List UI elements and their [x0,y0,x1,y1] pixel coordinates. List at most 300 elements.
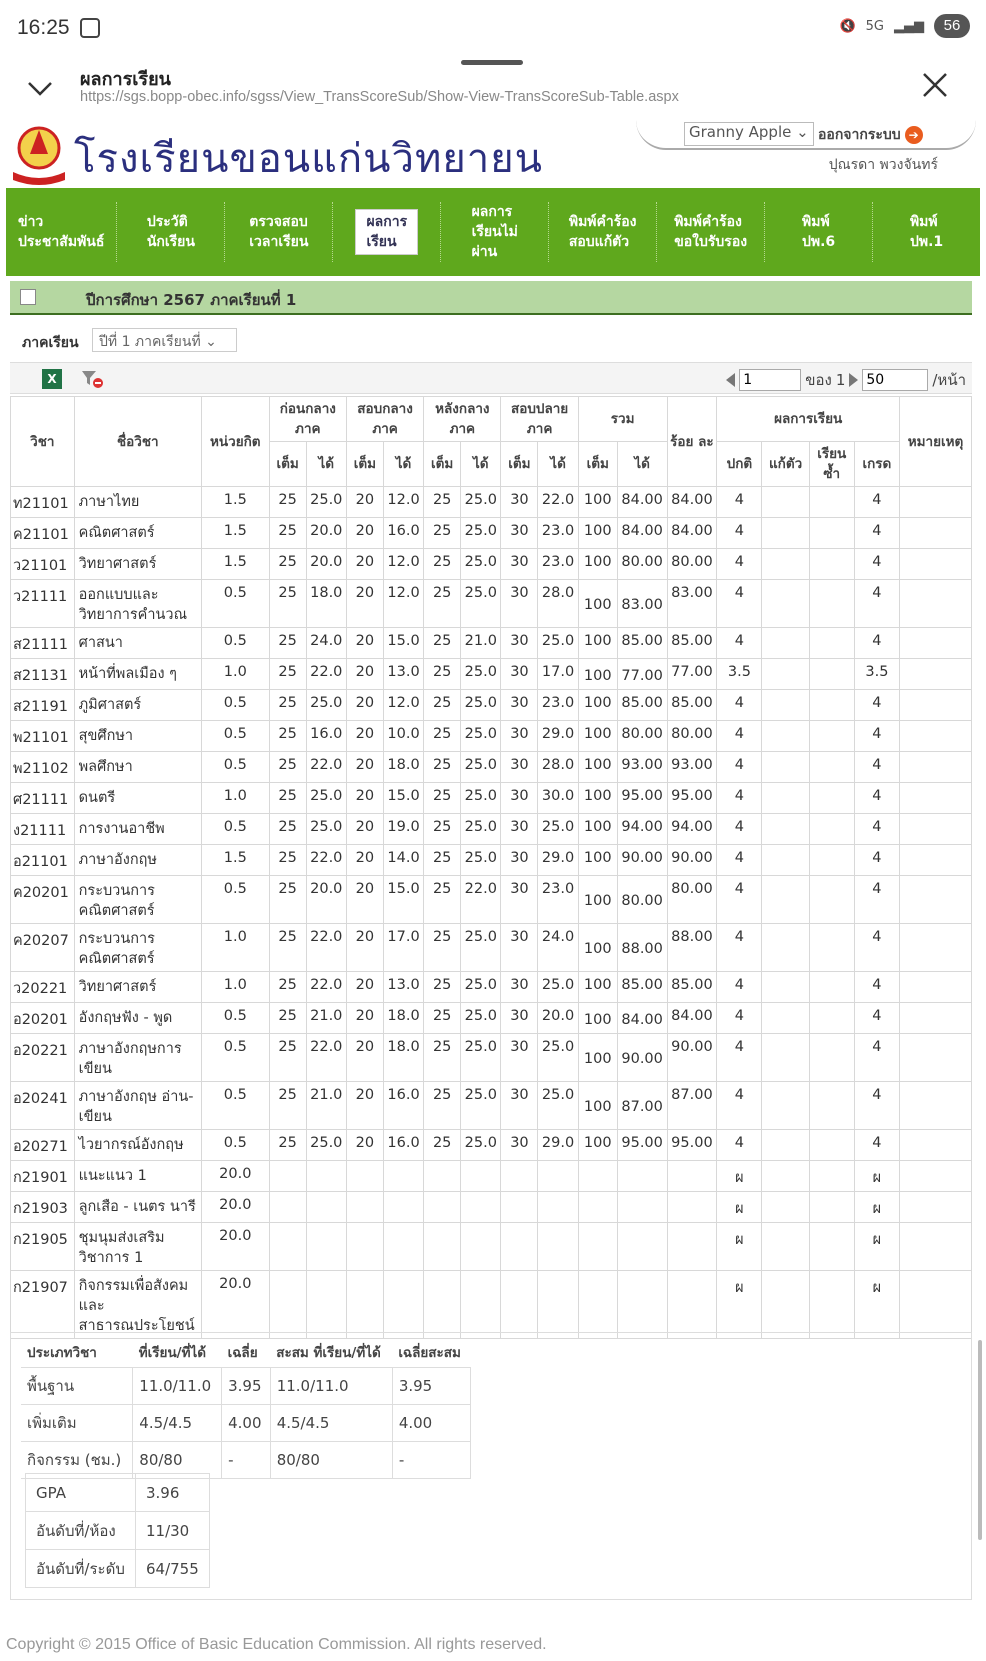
table-cell [762,752,809,783]
table-cell [900,752,972,783]
table-cell: 25 [269,1034,306,1082]
menu-item-attendance[interactable]: ตรวจสอบ เวลาเรียน [225,202,333,262]
table-cell [501,1271,538,1339]
col-full: เต็ม [424,442,461,487]
table-cell: 0.5 [201,1082,269,1130]
table-cell: 25.0 [461,549,501,580]
table-cell [809,690,854,721]
table-cell: 85.00 [667,690,717,721]
table-cell [762,1192,809,1223]
table-cell [900,1271,972,1339]
collapse-icon[interactable] [20,289,36,305]
table-cell: 84.00 [667,518,717,549]
close-icon[interactable] [920,70,950,100]
table-cell: 29.0 [538,721,578,752]
table-cell: 4 [717,580,762,628]
table-cell [900,972,972,1003]
next-page-icon[interactable] [849,373,858,387]
table-cell: 12.0 [383,487,423,518]
subject-code: ศ21111 [11,783,75,814]
table-cell: 25 [424,659,461,690]
table-cell [809,1192,854,1223]
menu-item-retest-request[interactable]: พิมพ์คำร้อง สอบแก้ตัว [549,202,657,262]
table-cell: 90.00 [667,1034,717,1082]
table-cell: 25 [269,1003,306,1034]
table-cell: 100 [578,845,617,876]
table-cell: 25 [269,690,306,721]
school-header [0,118,986,188]
menu-item-print-pp6[interactable]: พิมพ์ ปพ.6 [765,202,873,262]
sum-col-avg: เฉลี่ย [222,1337,271,1368]
subject-code: ค20201 [11,876,75,924]
table-cell: 20 [346,924,383,972]
col-code: วิชา [11,397,75,487]
table-cell: 1.5 [201,845,269,876]
subject-name: สุขศึกษา [74,721,201,752]
user-box [636,118,976,150]
col-full: เต็ม [501,442,538,487]
subject-name: ภาษาอังกฤษ [74,845,201,876]
table-cell: 95.00 [617,1130,667,1161]
table-cell: ผ [854,1271,899,1339]
table-cell: 100 [578,876,617,924]
table-cell: 4 [717,1003,762,1034]
table-cell [809,518,854,549]
page-input[interactable] [739,369,801,391]
table-cell: 25.0 [461,1130,501,1161]
table-cell [809,1223,854,1271]
page-title: ผลการเรียน [80,69,171,90]
table-cell [900,1082,972,1130]
table-cell: 25 [424,580,461,628]
table-cell: 25.0 [461,972,501,1003]
table-cell [269,1192,306,1223]
chevron-down-icon[interactable] [26,74,54,102]
table-cell [538,1223,578,1271]
semester-select[interactable] [92,328,237,352]
table-cell: 16.0 [383,1082,423,1130]
table-row [11,752,972,783]
table-cell: 4 [854,1003,899,1034]
table-cell: 100 [578,924,617,972]
table-cell [900,876,972,924]
browser-header [0,62,986,114]
table-cell: 25 [269,487,306,518]
table-cell [762,814,809,845]
table-cell [900,487,972,518]
per-page-label: /หน้า [932,371,966,389]
summary-table [21,1337,471,1479]
sum-col-type: ประเภทวิชา [21,1337,133,1368]
table-cell: 30 [501,659,538,690]
table-cell: 30 [501,580,538,628]
subject-name: กระบวนการ คณิตศาสตร์ [74,876,201,924]
table-row [11,1223,972,1271]
table-cell: 20 [346,972,383,1003]
table-cell: 24.0 [538,924,578,972]
table-cell: 20 [346,1130,383,1161]
table-cell: 25 [424,690,461,721]
table-cell: 4 [854,690,899,721]
menu-item-profile[interactable]: ประวัติ นักเรียน [117,202,225,262]
table-cell: 80.00 [667,549,717,580]
table-cell: 4 [854,814,899,845]
table-cell [762,876,809,924]
table-cell [900,580,972,628]
table-row [11,518,972,549]
col-fix: แก้ตัว [762,442,809,487]
table-cell: 4 [717,783,762,814]
semester-label: ภาคเรียน [22,335,79,351]
menu-item-news[interactable]: ข่าว ประชาสัมพันธ์ [6,202,117,262]
table-cell [667,1161,717,1192]
subject-name: ศาสนา [74,628,201,659]
theme-select-value: Granny Apple [689,123,792,141]
prev-page-icon[interactable] [726,373,735,387]
table-cell [900,814,972,845]
table-cell: ผ [717,1161,762,1192]
table-cell: 30 [501,1082,538,1130]
summary-box [10,1332,972,1600]
table-cell: 25 [269,783,306,814]
sum-col-cum-avg: เฉลี่ยสะสม [392,1337,470,1368]
subject-code: อ20271 [11,1130,75,1161]
table-cell: 77.00 [667,659,717,690]
clear-filter-icon[interactable] [80,369,104,389]
table-cell: 20 [346,628,383,659]
menu-item-results[interactable]: ผลการ เรียน [333,202,441,262]
user-name: ปุณรดา พวงจันทร์ [828,157,938,173]
table-cell [578,1271,617,1339]
table-cell [269,1161,306,1192]
table-cell: 12.0 [383,690,423,721]
table-cell: 25.0 [461,487,501,518]
table-row [11,690,972,721]
table-cell: 4 [854,1130,899,1161]
table-cell: 20 [346,752,383,783]
chevron-down-icon: ⌄ [205,334,217,350]
table-cell: 23.0 [538,549,578,580]
table-cell [762,783,809,814]
table-cell: 20 [346,518,383,549]
table-cell: 25 [424,845,461,876]
table-cell: 3.5 [854,659,899,690]
col-got: ได้ [617,442,667,487]
table-cell: 30.0 [538,783,578,814]
col-total: รวม [578,397,667,442]
table-cell: 1.0 [201,924,269,972]
page-size-input[interactable] [862,369,928,391]
battery-badge: 56 [934,14,970,38]
table-toolbar [10,362,972,394]
table-cell: 100 [578,721,617,752]
table-cell: 20.0 [201,1223,269,1271]
sum-col-credit: ที่เรียน/ที่ได้ [133,1337,222,1368]
table-cell: 0.5 [201,580,269,628]
table-cell: ผ [854,1161,899,1192]
table-cell: 13.0 [383,972,423,1003]
table-cell: 25 [269,1130,306,1161]
col-name: ชื่อวิชา [74,397,201,487]
col-result: ผลการเรียน [717,397,900,442]
table-cell: 25 [269,924,306,972]
table-cell: 4 [854,628,899,659]
table-cell: 20 [346,1034,383,1082]
table-cell: 100 [578,549,617,580]
table-cell: 25 [424,1130,461,1161]
table-cell: 13.0 [383,659,423,690]
table-cell [900,845,972,876]
subject-code: พ21102 [11,752,75,783]
table-cell [809,752,854,783]
sum-col-cum-credit: สะสม ที่เรียน/ที่ได้ [270,1337,392,1368]
table-cell: 93.00 [617,752,667,783]
subject-name: ภาษาอังกฤษ อ่าน-เขียน [74,1082,201,1130]
total-pages: 1 [835,371,846,389]
table-cell [762,690,809,721]
table-cell [809,1082,854,1130]
table-cell [762,924,809,972]
table-cell: 25.0 [461,783,501,814]
table-cell: 23.0 [538,690,578,721]
subject-code: ค21101 [11,518,75,549]
logout-label: ออกจากระบบ [818,127,901,143]
status-bar [0,0,986,58]
table-cell [809,1271,854,1339]
table-cell [900,721,972,752]
table-cell: 25 [269,752,306,783]
table-cell: 25 [424,876,461,924]
table-cell: 25 [424,1034,461,1082]
table-cell: 4 [717,518,762,549]
table-cell: 21.0 [306,1003,346,1034]
table-cell: 25 [424,924,461,972]
table-cell: 3.5 [717,659,762,690]
table-row [11,924,972,972]
table-cell [809,924,854,972]
table-cell: 29.0 [538,1130,578,1161]
table-cell [667,1192,717,1223]
table-cell [346,1223,383,1271]
table-cell: 30 [501,1130,538,1161]
mute-icon: 🔇 [839,18,856,34]
table-cell: 4 [717,549,762,580]
theme-select[interactable] [684,122,814,146]
table-cell [538,1161,578,1192]
table-cell [762,549,809,580]
table-cell: 100 [578,814,617,845]
subject-name: ชุมนุมส่งเสริม วิชาการ 1 [74,1223,201,1271]
menu-item-failed[interactable]: ผลการ เรียนไม่ ผ่าน [441,202,549,262]
table-cell [383,1192,423,1223]
table-cell: 25.0 [461,518,501,549]
table-cell: 4 [854,487,899,518]
col-full: เต็ม [346,442,383,487]
table-cell: 30 [501,487,538,518]
table-row [11,487,972,518]
subject-code: อ20201 [11,1003,75,1034]
table-cell [762,1161,809,1192]
table-cell: 25 [269,628,306,659]
gpa-label: GPA [26,1474,136,1512]
table-cell [809,814,854,845]
table-cell: 25.0 [461,845,501,876]
table-cell: 25.0 [461,721,501,752]
subject-name: ภูมิศาสตร์ [74,690,201,721]
table-cell: ผ [854,1192,899,1223]
table-cell: 30 [501,783,538,814]
menu-item-print-pp1[interactable]: พิมพ์ ปพ.1 [909,214,944,250]
logout-button[interactable] [818,124,923,146]
table-cell [501,1192,538,1223]
table-cell [461,1271,501,1339]
table-cell: 20.0 [201,1271,269,1339]
table-cell [306,1161,346,1192]
table-cell: 100 [578,1082,617,1130]
table-cell: 25 [424,721,461,752]
table-cell [900,783,972,814]
table-cell: 100 [578,1130,617,1161]
excel-export-icon[interactable]: X [42,369,62,389]
subject-name: คณิตศาสตร์ [74,518,201,549]
table-cell [424,1271,461,1339]
subject-name: กระบวนการ คณิตศาสตร์ [74,924,201,972]
table-cell: 25.0 [461,814,501,845]
table-cell: 100 [578,487,617,518]
table-cell [900,1003,972,1034]
table-cell: 4 [854,924,899,972]
table-cell: 20 [346,580,383,628]
table-cell: 12.0 [383,549,423,580]
rank-room-label: อันดับที่/ห้อง [26,1512,136,1550]
table-cell: 4 [854,972,899,1003]
table-row [11,549,972,580]
table-cell: 4 [717,972,762,1003]
table-cell: 25.0 [538,628,578,659]
scrollbar[interactable] [978,1340,982,1540]
table-cell: 0.5 [201,721,269,752]
table-cell [762,628,809,659]
table-cell: 20 [346,721,383,752]
table-cell [501,1161,538,1192]
table-cell [306,1192,346,1223]
table-cell: 100 [578,1003,617,1034]
table-cell [762,659,809,690]
table-cell [900,1130,972,1161]
table-cell: 4 [854,721,899,752]
term-header [10,281,972,315]
table-cell [809,783,854,814]
subject-code: พ21101 [11,721,75,752]
page-url[interactable]: https://sgs.bopp-obec.info/sgss/View_TransScoreSub/Show-View-TransScoreSub-Table.aspx [80,89,679,105]
table-cell: 100 [578,628,617,659]
table-cell: 24.0 [306,628,346,659]
table-cell: 20.0 [201,1192,269,1223]
table-cell: 22.0 [306,1034,346,1082]
term-title: ปีการศึกษา 2567 ภาคเรียนที่ 1 [86,291,297,309]
table-cell: 22.0 [306,752,346,783]
table-cell: 80.00 [617,876,667,924]
table-cell: 25 [424,518,461,549]
table-cell: 0.5 [201,814,269,845]
table-cell: 4 [854,580,899,628]
table-cell: 94.00 [617,814,667,845]
table-row [11,721,972,752]
menu-item-certificate-request[interactable]: พิมพ์คำร้อง ขอใบรับรอง [657,202,765,262]
subject-name: กิจกรรมเพื่อสังคม และ สาธารณประโยชน์ [74,1271,201,1339]
summary-row: เพิ่มเติม 4.5/4.5 4.00 4.5/4.5 4.00 [21,1405,471,1442]
table-cell: 85.00 [617,628,667,659]
table-cell: 20.0 [306,518,346,549]
table-cell [762,580,809,628]
table-cell: 20 [346,876,383,924]
subject-name: หน้าที่พลเมือง ๆ [74,659,201,690]
col-mid: สอบกลาง ภาค [346,397,423,442]
col-post-mid: หลังกลาง ภาค [424,397,501,442]
table-cell: 25.0 [306,690,346,721]
rank-level-label: อันดับที่/ระดับ [26,1550,136,1588]
table-cell: 20 [346,487,383,518]
table-cell: 0.5 [201,690,269,721]
table-cell: 25.0 [538,1034,578,1082]
table-cell: ผ [717,1223,762,1271]
table-cell: 20 [346,690,383,721]
table-cell: 25 [269,972,306,1003]
table-cell: 20 [346,659,383,690]
table-cell [809,1003,854,1034]
table-cell: 25 [424,549,461,580]
table-cell: 25 [424,1082,461,1130]
subject-name: การงานอาชีพ [74,814,201,845]
table-cell: 25.0 [306,487,346,518]
table-cell: 1.0 [201,783,269,814]
table-cell: 88.00 [667,924,717,972]
table-cell: 30 [501,924,538,972]
col-note: หมายเหตุ [900,397,972,487]
table-cell: 30 [501,845,538,876]
table-cell: 25 [269,549,306,580]
table-cell [900,628,972,659]
table-cell: 100 [578,752,617,783]
subject-code: ก21905 [11,1223,75,1271]
table-row [11,1192,972,1223]
subject-name: ลูกเสือ - เนตร นารี [74,1192,201,1223]
table-cell: 1.5 [201,487,269,518]
subject-code: ว21111 [11,580,75,628]
table-cell [809,1161,854,1192]
table-cell [424,1161,461,1192]
table-cell: 4 [854,1082,899,1130]
table-cell: 80.00 [617,721,667,752]
subject-name: ดนตรี [74,783,201,814]
table-cell: 25 [424,487,461,518]
table-row [11,876,972,924]
table-cell [306,1271,346,1339]
table-cell: 93.00 [667,752,717,783]
table-cell: 4 [854,876,899,924]
table-cell: 95.00 [667,1130,717,1161]
table-cell: 16.0 [306,721,346,752]
table-cell [900,1034,972,1082]
table-cell: 85.00 [617,690,667,721]
network-label: 5G [865,18,884,34]
table-cell: 77.00 [617,659,667,690]
table-cell: 20 [346,549,383,580]
table-cell [809,721,854,752]
table-cell: 1.5 [201,518,269,549]
table-cell: 4 [717,876,762,924]
table-cell: 4 [717,752,762,783]
